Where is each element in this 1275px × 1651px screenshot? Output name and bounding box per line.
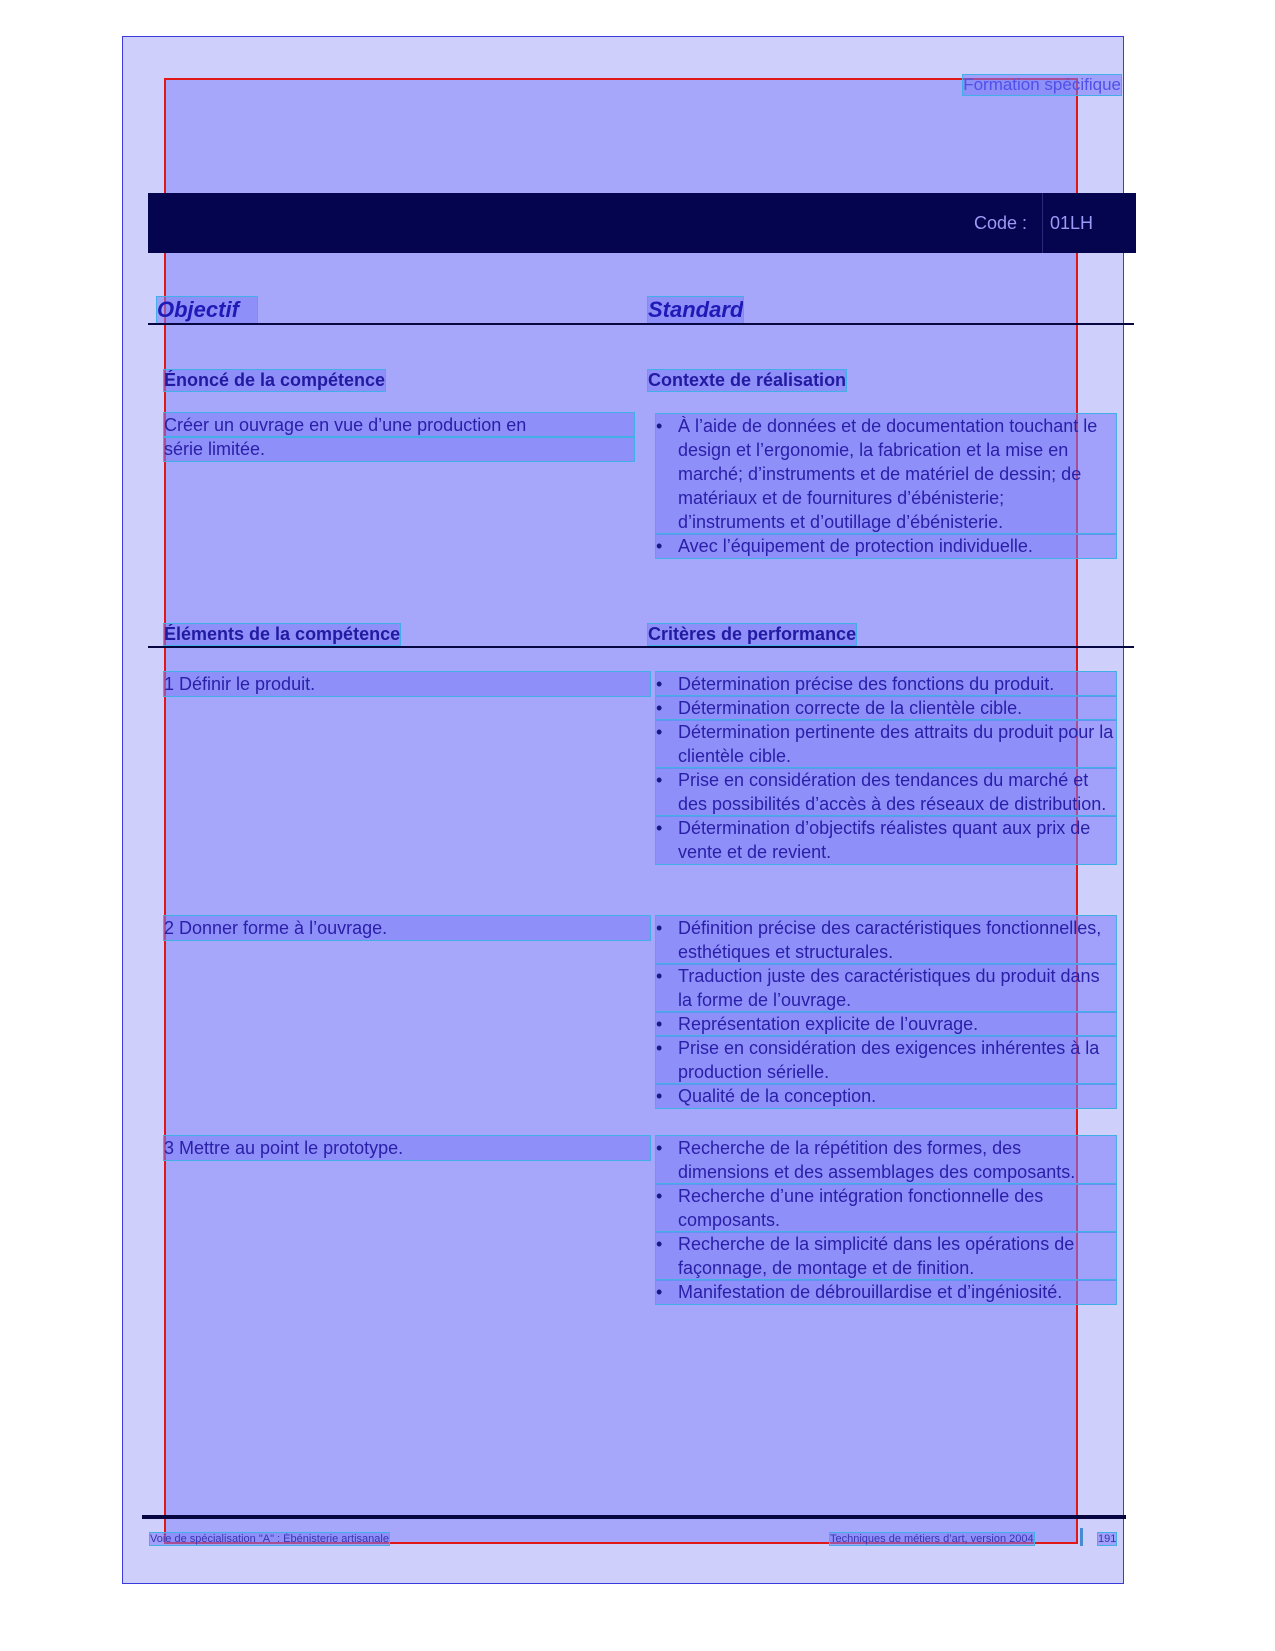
criterion-item: • Traduction juste des caractéristiques du produit dans la forme de l’ouvrage. xyxy=(656,964,1116,1012)
element-2-label: 2 Donner forme à l’ouvrage. xyxy=(164,916,650,940)
context-item: • À l’aide de données et de documentation touchant le design et l’ergonomie, la fabrication et la mise en marché; d’instruments et de matériel de dessin; de matériaux et de fournitures d’ébénisterie; d’instruments et d’outillage d’ébénisterie. xyxy=(656,414,1116,534)
element-1-criteria xyxy=(656,672,1116,864)
statement-heading: Énoncé de la compétence xyxy=(164,370,386,390)
criterion-item: • Détermination pertinente des attraits du produit pour la clientèle cible. xyxy=(656,720,1116,768)
elements-heading: Éléments de la compétence xyxy=(164,624,401,644)
criterion-item: • Manifestation de débrouillardise et d’ingéniosité. xyxy=(656,1280,1116,1304)
criterion-item: • Prise en considération des tendances du marché et des possibilités d’accès à des réseaux de distribution. xyxy=(656,768,1116,816)
context-heading: Contexte de réalisation xyxy=(648,370,847,390)
standard-title: Standard xyxy=(648,297,744,322)
header-rule xyxy=(148,323,1134,325)
criterion-item: • Recherche de la répétition des formes, des dimensions et des assemblages des composants. xyxy=(656,1136,1116,1184)
context-list xyxy=(656,414,1116,558)
elements-rule xyxy=(148,646,1134,648)
code-label: Code : xyxy=(974,213,1028,233)
criterion-item: • Qualité de la conception. xyxy=(656,1084,1116,1108)
criteria-heading: Critères de performance xyxy=(648,624,857,644)
criterion-item: • Détermination d’objectifs réalistes quant aux prix de vente et de revient. xyxy=(656,816,1116,864)
statement-line: Créer un ouvrage en vue d’une production en xyxy=(164,413,634,437)
context-item: • Avec l’équipement de protection individuelle. xyxy=(656,534,1116,558)
element-1-label: 1 Définir le produit. xyxy=(164,672,650,696)
element-2-criteria xyxy=(656,916,1116,1108)
criterion-item: • Détermination précise des fonctions du produit. xyxy=(656,672,1116,696)
objectif-title: Objectif xyxy=(157,297,257,323)
footer-left: Voie de spécialisation "A" : Ébénisterie artisanale xyxy=(150,1533,389,1545)
competence-statement xyxy=(164,413,634,461)
criterion-item: • Définition précise des caractéristiques fonctionnelles, esthétiques et structurales. xyxy=(656,916,1116,964)
criterion-item: • Recherche d’une intégration fonctionnelle des composants. xyxy=(656,1184,1116,1232)
footer-right: Techniques de métiers d’art, version 2004 xyxy=(830,1533,1034,1545)
program-label: Formation spécifique xyxy=(963,75,1121,94)
code-separator xyxy=(1042,193,1043,253)
footer-rule xyxy=(142,1515,1126,1519)
code-value: 01LH xyxy=(1050,213,1094,233)
page-number: 191 xyxy=(1098,1533,1117,1545)
statement-line: série limitée. xyxy=(164,437,634,461)
footer-separator xyxy=(1080,1528,1083,1546)
criterion-item: • Prise en considération des exigences inhérentes à la production sérielle. xyxy=(656,1036,1116,1084)
criterion-item: • Détermination correcte de la clientèle cible. xyxy=(656,696,1116,720)
criterion-item: • Représentation explicite de l’ouvrage. xyxy=(656,1012,1116,1036)
criterion-item: • Recherche de la simplicité dans les opérations de façonnage, de montage et de finition. xyxy=(656,1232,1116,1280)
element-3-criteria xyxy=(656,1136,1116,1304)
element-3-label: 3 Mettre au point le prototype. xyxy=(164,1136,650,1160)
